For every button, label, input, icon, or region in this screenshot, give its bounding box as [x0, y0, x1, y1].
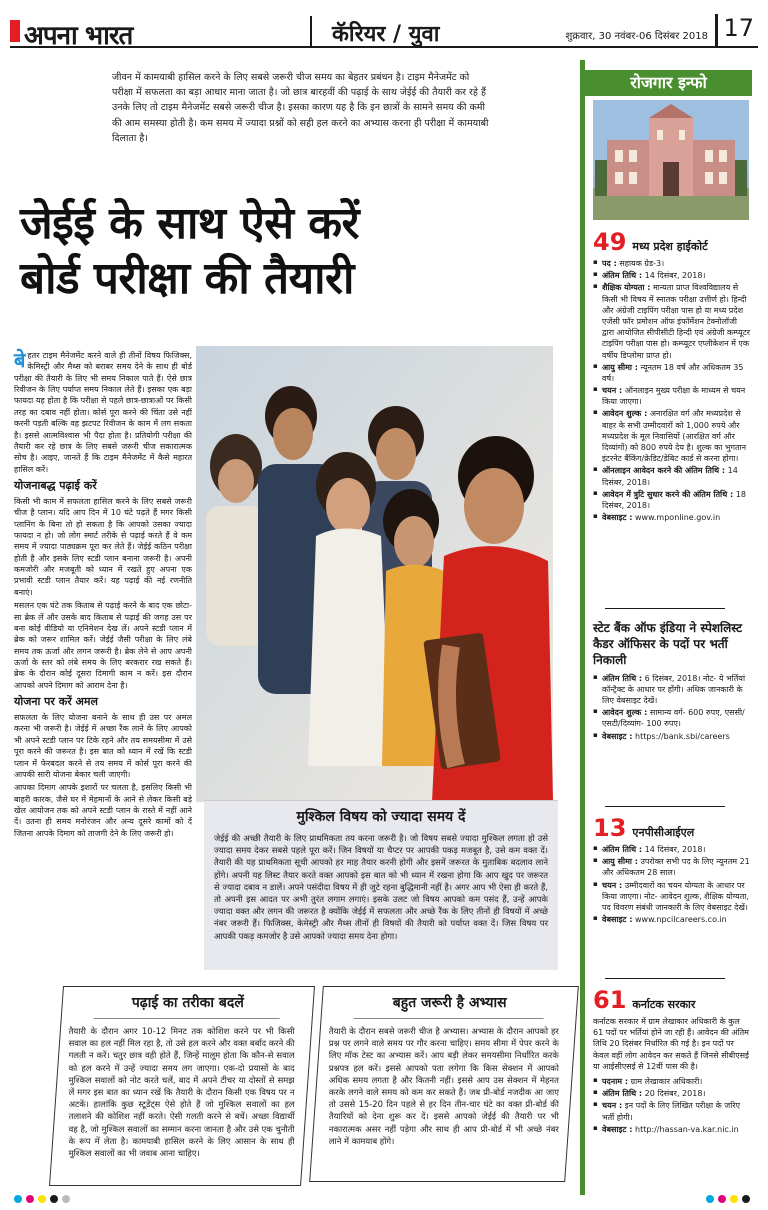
box-title: पढ़ाई का तरीका बदलें	[131, 995, 244, 1011]
detail-value: ऑनलाइन मुख्य परीक्षा के माध्यम से चयन किया जाएगा।	[602, 386, 746, 407]
detail-key: चयन :	[602, 1101, 623, 1111]
headline-line-2: बोर्ड परीक्षा की तैयारी	[20, 253, 354, 304]
detail-value: 18 दिसंबर, 2018।	[602, 489, 746, 510]
detail-key: वेबसाइट :	[602, 731, 633, 741]
dropcap: बे	[14, 348, 26, 372]
print-registration-marks	[0, 1192, 768, 1206]
job-separator	[605, 806, 725, 807]
job-detail	[593, 385, 751, 407]
gray-dot	[62, 1195, 70, 1203]
box-title: मुश्किल विषय को ज्यादा समय दें	[296, 809, 466, 825]
detail-value: न्यूनतम 18 वर्ष और अधिकतम 35 वर्ष।	[602, 362, 744, 383]
paragraph-text: हतर टाइम मैनेजमेंट करने वाले ही तीनों विषय फिजिक्स, केमिस्ट्री और मैथ्स को बराबर समय देने के साथ ही बोर्ड परीक्षा की तैयारी के लिए भी समय निकाल पाते हैं। ऐसे छात्र रिवीजन के लिए पर्याप्त समय निकाल लेते हैं। इसका एक बड़ा फायदा यह होता है कि परीक्षा से पहले छात्र-छात्राओं पर किसी तरह का दबाव नहीं होता। कोर्स पूरा करने की चिंता उसे नहीं करनी पड़ती बल्कि वह झटपट रिवीजन के काम में लग सकता है। इससे आत्मविश्वास भी पैदा होता है। प्रतियोगी परीक्षा की तैयारी कर रहे छात्र के लिए सबसे जरूरी चीज सकारात्मक सोच है। आइए, जानते हैं कि टाइम मैनेजमेंट में कैसे महारत हासिल करें।	[14, 351, 192, 474]
job-separator	[605, 608, 725, 609]
black-dot	[742, 1195, 750, 1203]
students-illustration	[196, 346, 553, 802]
high-court-building-image	[593, 100, 749, 220]
detail-value: इन पदों के लिए लिखित परीक्षा के जरिए भर्ती होगी।	[602, 1101, 741, 1122]
job-detail	[593, 1076, 751, 1087]
employer-name: कर्नाटक सरकार	[632, 997, 696, 1011]
vacancy-count: 61	[593, 986, 627, 1014]
article-paragraph: सफलता के लिए योजना बनाने के साथ ही उस पर अमल करना भी जरूरी है। जेईई में अच्छा रैंक लाने के लिए आपको भी अपने स्टडी प्लान पर टिके रहने और तय समयसीमा में उसे पूरा करने की जरूरत है। इस बात को ध्यान में रखें कि स्टडी प्लान में फेरबदल करने से तय समय में कोर्स पूरा करने की आपकी सारी योजना बेकार चली जाएगी।	[14, 713, 192, 779]
detail-value: 6 दिसंबर, 2018। नोट- ये भर्तियां कॉन्ट्रैक्ट के आधार पर होंगी। अधिक जानकारी के लिए वेबसाइट देखें।	[602, 673, 746, 705]
job-detail	[593, 1124, 751, 1135]
detail-value: ग्राम लेखाकार अधिकारी।	[628, 1076, 703, 1086]
detail-key: पदनाम :	[602, 1076, 629, 1086]
detail-key: अंतिम तिथि :	[602, 271, 643, 281]
detail-value: www.mponline.gov.in	[632, 513, 721, 523]
detail-key: आयु सीमा :	[602, 857, 638, 867]
job-intro: कर्नाटक सरकार में ग्राम लेखाकार अधिकारी के कुल 61 पदों पर भर्तियां होने जा रही हैं। आवेदन की अंतिम तिथि 20 दिसंबर निर्धारित की गई है। इन पदों पर केवल वहीं लोग आवेदन कर सकते हैं जिनसे सीबीएसई या आईसीएसई से 12वीं पास की है।	[593, 1017, 749, 1071]
job-detail	[593, 512, 751, 523]
intro-paragraph: जीवन में कामयाबी हासिल करने के लिए सबसे जरूरी चीज समय का बेहतर प्रबंधन है। टाइम मैनेजमेंट को परीक्षा में सफलता का बड़ा आधार माना जाता है। जो छात्र बारहवीं की पढ़ाई के साथ जेईई की तैयारी कर रहे हैं उनके लिए तो टाइम मैनेजमेंट सबसे जरूरी चीज है। इसका कारण यह है कि इन छात्रों के सामने समय की कमी की आम समस्या होती है। कम समय में ज्यादा प्रश्नों को सही हल करने का अभ्यास करना ही परीक्षा में कामयाबी दिलाता है।	[112, 72, 489, 144]
job-details	[593, 258, 751, 523]
detail-key: अंतिम तिथि :	[602, 1089, 643, 1099]
cyan-dot	[14, 1195, 22, 1203]
job-title: स्टेट बैंक ऑफ इंडिया ने स्पेशलिस्ट कैडर ऑफिसर के पदों पर भर्ती निकाली	[593, 621, 743, 668]
article-paragraph: किसी भी काम में सफलता हासिल करने के लिए सबसे जरूरी चीज है प्लान। यदि आप दिन में 10 घंटे पढ़ते हैं मगर किसी प्लानिंग के बिना तो हो सकता है कि आपको उसका ज्यादा फायदा न हो। जो लोग स्मार्ट तरीके से पढ़ाई करते हैं वे कम समय में ज्यादा पाठ्यक्रम पूरा कर लेते हैं। जेईई कठिन परीक्षा होती है और इसके लिए स्टडी प्लान बनाना जरूरी है। अपनी कमजोरी और मजबूती को ध्यान में रखते हुए अपना एक प्रभावी स्टडी प्लान तैयार करें। यह पढ़ाई की नई रणनीति बनाएं।	[14, 496, 192, 597]
job-detail	[593, 707, 751, 729]
job-detail	[593, 270, 751, 281]
box-text: तैयारी के दौरान सबसे जरूरी चीज है अभ्यास। अभ्यास के दौरान आपको हर प्रश्न पर लगने वाले समय पर गौर करना चाहिए। समय सीमा में पेपर करने के लिए मॉक टेस्ट का अभ्यास करें। आप बड़ी लेकर समयसीमा निर्धारित करके प्रश्नपत्र हल करें। इससे आपको पता लगेगा कि किस सेक्शन में आपको अधिक समय लगता है और कितनी नहीं। इससे आप उस सेक्शन में मेहनत करके लगने वाले समय को कम कर सकते हैं। जब प्री-बोर्ड नजदीक आ जाए तो उससे 15-20 दिन पहले से हर दिन तीन-चार घंटे का वक्त प्री-बोर्ड की तैयारियों को देना शुरू कर दें। इससे आपको जेईई की तैयारी पर भी नकारात्मक असर नहीं पड़ेगा और साथ ही आप प्री-बोर्ड में भी अच्छे नंबर लाने में कामयाब होंगे।	[328, 1026, 559, 1146]
difficult-subject-box	[204, 800, 558, 970]
detail-value: http://hassan-va.kar.nic.in	[632, 1124, 739, 1134]
detail-key: चयन :	[602, 880, 623, 890]
detail-value: https://bank.sbi/careers	[632, 731, 730, 741]
job-detail	[593, 914, 751, 925]
sidebar-title: रोजगार इन्फो	[585, 70, 752, 96]
article-paragraph: आपका दिमाग आपके इशारों पर चलता है, इसलिए किसी भी बाहरी कारक, जैसे घर में मेहमानों के आने से लेकर किसी बड़े खेल आयोजन तक को अपने स्टडी प्लान के रास्ते में नहीं आने दें। उतना ही समय मनोरंजन और अन्य दूसरे कामों को दें जितना आपके दिमाग को ताजगी देने के लिए जरूरी हो।	[14, 783, 192, 838]
newspaper-brand: अपना भारत	[24, 21, 133, 51]
black-dot	[50, 1195, 58, 1203]
detail-value: 14 दिसंबर, 2018।	[602, 466, 738, 487]
box-text: जेईई की अच्छी तैयारी के लिए प्राथमिकता तय करना जरूरी है। जो विषय सबसे ज्यादा मुश्किल लगता हो उसे ज्यादा समय देकर सबसे पहले पूरा करें। जिन विषयों या चैप्टर पर आपकी पकड़ मजबूत है, उसे कम वक्त दें। तैयारी की यह प्राथमिकता सूची आपको हर माह तैयार करनी होगी और इसमें जरूरत के मुताबिक बदलाव लाने होंगे। अपनी यह लिस्ट तैयार करते वक्त आपको इस बात को भी ध्यान में रखना होगा कि आप खुद पर जरूरत से ज्यादा दबाव न डालें। अपने पसंदीदा विषय में ही जुटे रहना बुद्धिमानी नहीं है। अगर आप भी ऐसा ही करते हैं, तो अपनी इस आदत पर अभी तुरंत लगाम लगाएं। इसके उलट जो विषय आपको कम पसंद हैं, उन्हें आपके ज्यादा वक्त और लगन की जरूरत है क्योंकि जेईई में सफलता और अच्छे रैंक के लिए तीनों ही विषयों में अच्छे नंबर जरूरी हैं। फिजिक्स, केमेस्ट्री और मैथ्स तीनों ही विषयों की तैयारी को पर्याप्त वक्त दें। जिस विषय पर आपकी पकड़ कमजोर है उसे आपको ज्यादा समय देना होगा।	[214, 833, 548, 941]
job-detail	[593, 282, 751, 360]
job-npcil	[593, 816, 751, 926]
employer-name: एनपीसीआईएल	[632, 825, 695, 839]
detail-key: अंतिम तिथि :	[602, 673, 643, 683]
article-paragraph: मसलन एक घंटे तक किताब से पढ़ाई करने के बाद एक छोटा-सा ब्रेक लें और उसके बाद किताब से पढ़ाई की जगह उस पर बना कोई वीडियो या एनिमेशन देख लें। अपने स्टडी प्लान में ब्रेक को जरूर शामिल करें। जेईई जैसी परीक्षा के लिए लंबे समय तक ऊर्जा और लगन जरूरी है। ब्रेक लेने से आप अपनी ऊर्जा के स्तर को लंबे समय के लिए बरकरार रख सकते हैं। ब्रेक के दौरान कोई दूसरा दिमागी काम न करें। इस दौरान आपको अपने दिमाग को आराम देना है।	[14, 601, 192, 690]
job-detail	[593, 465, 751, 487]
subheading: योजनाबद्ध पढ़ाई करें	[14, 478, 97, 492]
practice-box	[309, 986, 579, 1182]
detail-value: अनारक्षित वर्ग और मध्यप्रदेश से बाहर के सभी उम्मीदवारों को 1,000 रुपये और मध्यप्रदेश के मूल निवासियों (आरक्षित वर्ग और दिव्यांगों) को 800 रुपये देय है। शुल्क का भुगतान इंटरनेट बैंकिंग/क्रेडिट/डेबिट कार्ड से करना होगा।	[602, 409, 747, 464]
issue-date: शुक्रवार, 30 नवंबर-06 दिसंबर 2018	[565, 31, 708, 42]
detail-key: आवेदन शुल्क :	[602, 409, 648, 419]
job-header	[593, 816, 751, 840]
detail-value: 14 दिसंबर, 2018।	[642, 271, 706, 281]
headline	[20, 196, 570, 306]
page-header	[10, 14, 758, 51]
job-detail	[593, 731, 751, 742]
job-details	[593, 844, 751, 925]
detail-value: 20 दिसंबर, 2018।	[642, 1089, 706, 1099]
detail-key: आयु सीमा :	[602, 362, 638, 372]
building-illustration	[593, 100, 749, 220]
yellow-dot	[38, 1195, 46, 1203]
detail-value: 14 दिसंबर, 2018।	[642, 845, 706, 854]
detail-key: वेबसाइट :	[602, 1124, 633, 1134]
job-detail	[593, 1100, 751, 1122]
article-left-column	[14, 350, 192, 841]
job-detail	[593, 844, 751, 855]
headline-line-1: जेईई के साथ ऐसे करें	[20, 198, 360, 249]
detail-key: वेबसाइट :	[602, 915, 633, 925]
header-divider	[715, 14, 718, 48]
yellow-dot	[730, 1195, 738, 1203]
job-detail	[593, 258, 751, 269]
subheading: योजना पर करें अमल	[14, 695, 98, 709]
job-separator	[605, 978, 725, 979]
detail-key: अंतिम तिथि :	[602, 845, 643, 854]
job-header	[593, 988, 751, 1012]
detail-key: पद :	[602, 259, 617, 268]
detail-key: शैक्षिक योग्यता :	[602, 283, 651, 293]
cyan-dot	[706, 1195, 714, 1203]
job-details	[593, 673, 751, 742]
job-detail	[593, 880, 751, 914]
detail-key: चयन :	[602, 386, 623, 396]
job-detail	[593, 408, 751, 464]
job-header	[593, 230, 751, 254]
detail-key: आवेदन में त्रुटि सुधार करने की अंतिम तिथि :	[602, 489, 734, 499]
magenta-dot	[718, 1195, 726, 1203]
job-detail	[593, 856, 751, 878]
magenta-dot	[26, 1195, 34, 1203]
title-rule	[94, 1018, 280, 1019]
page-number: 17	[723, 14, 754, 42]
detail-key: आवेदन शुल्क :	[602, 708, 648, 718]
students-photo	[196, 346, 553, 802]
detail-value: मान्यता प्राप्त विश्वविद्यालय से किसी भी विषय में स्नातक परीक्षा उत्तीर्ण हो। हिन्दी और अंग्रेजी टाइपिंग परीक्षा पास हो या मध्य प्रदेश एजेंसी फॉर प्रमोशन ऑफ इंफॉर्मेशन टेक्नोलॉजी द्वारा आयोजित सीपीसीटी हिन्दी एवं अंग्रेजी कम्प्यूटर टाइपिंग परीक्षा पास हो। कम्प्यूटर एप्लीकेशन में एक वर्षीय डिप्लोमा प्राप्त हो।	[602, 283, 751, 360]
employer-name: मध्य प्रदेश हाईकोर्ट	[632, 239, 708, 253]
job-sbi	[593, 620, 751, 743]
header-divider	[310, 16, 312, 46]
job-detail	[593, 362, 751, 384]
detail-key: वेबसाइट :	[602, 513, 633, 523]
detail-value: उम्मीदवारों का चयन योग्यता के आधार पर किया जाएगा। नोट- आवेदन शुल्क, शैक्षिक योग्यता, पद विवरण संबंधी जानकारी के लिए वेबसाइट देखें।	[602, 880, 749, 912]
detail-key: ऑनलाइन आवेदन करने की अंतिम तिथि :	[602, 466, 726, 476]
job-info-sidebar	[580, 60, 752, 1195]
brand-mark	[10, 20, 20, 42]
vacancy-count: 13	[593, 814, 627, 842]
title-rule	[354, 1018, 544, 1019]
job-detail	[593, 1088, 751, 1099]
job-mp-high-court	[593, 230, 751, 524]
box-title: बहुत जरूरी है अभ्यास	[392, 995, 507, 1011]
job-detail	[593, 489, 751, 511]
box-text: तैयारी के दौरान अगर 10-12 मिनट तक कोशिश करने पर भी किसी सवाल का हल नहीं मिल रहा है, तो उसे हल करने और वक्त बर्बाद करने की गलती न करें। चतुर छात्र वही होते हैं, जिन्हें मालूम होता कि कौन-से सवाल को हल करने में उन्हें ज्यादा समय लग जाएगा। एक-दो प्रयासों के बाद मुश्किल सवालों को नोट करते चलें, बाद में अपने टीचर या दोस्तों से समझ लें मगर इस बात का ध्यान रखें कि तैयारी के दौरान किसी एक विषय पर न अटकें। हालांकि कुछ स्टूडेंट्स ऐसे होते हैं जो मुश्किल सवालों का हल तलाशने की कोशिश नहीं करते। ऐसी गलती करने से बचें। अच्छा विद्यार्थी वह है, जो मुश्किल सवालों का सम्मान करना जानता है और उसे एक चुनौती के रूप में लेता है। कामयाबी हासिल करने के लिए आसान के साथ ही मुश्किल सवालों का भी जवाब आना चाहिए।	[68, 1026, 295, 1158]
detail-value: उपरोक्त सभी पद के लिए न्यूनतम 21 और अधिकतम 28 साल।	[602, 857, 750, 878]
detail-value: सहायक ग्रेड-3।	[616, 259, 665, 268]
job-detail	[593, 673, 751, 707]
change-study-method-box	[49, 986, 315, 1186]
detail-value: www.npcilcareers.co.in	[632, 915, 727, 925]
job-details	[593, 1076, 751, 1135]
section-title: कॅरियर / युवा	[332, 22, 440, 47]
job-karnataka	[593, 988, 751, 1136]
vacancy-count: 49	[593, 228, 627, 256]
detail-value: सामान्य वर्ग- 600 रुपए, एससी/एसटी/दिव्यांग- 100 रुपए।	[602, 708, 745, 729]
article-paragraph	[14, 350, 192, 475]
